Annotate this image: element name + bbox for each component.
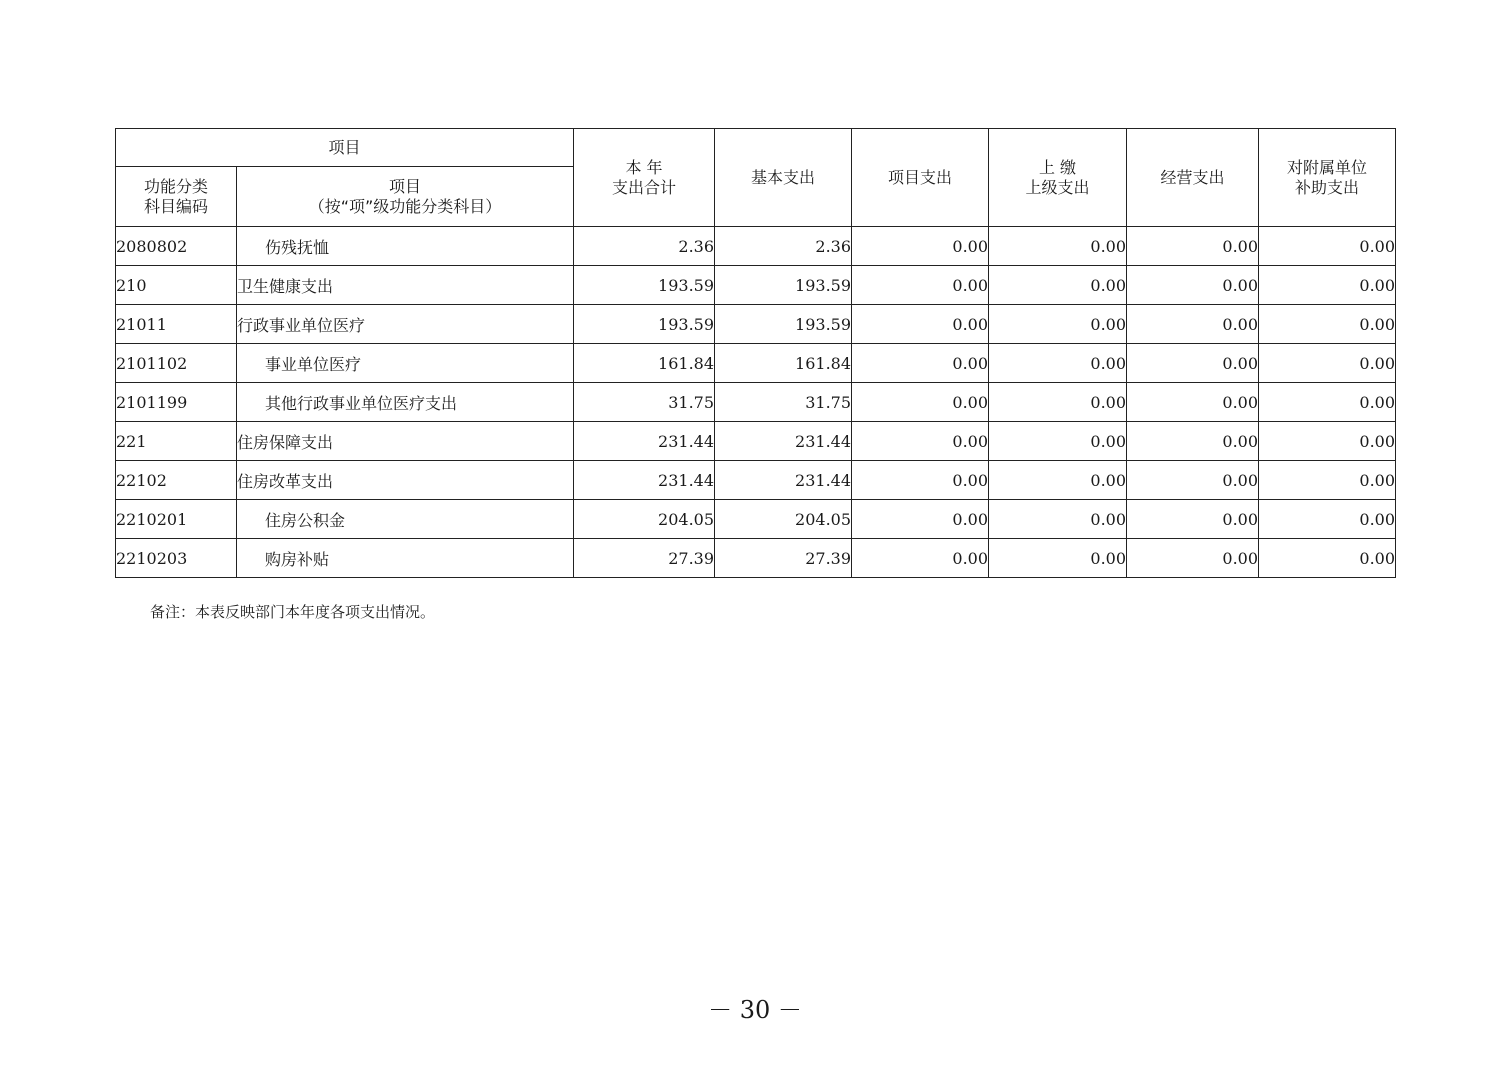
row-business: 0.00 — [1127, 266, 1259, 305]
row-name: 卫生健康支出 — [237, 266, 574, 305]
row-business: 0.00 — [1127, 383, 1259, 422]
header-basic: 基本支出 — [715, 129, 852, 227]
row-code: 2210203 — [116, 539, 237, 578]
row-remit: 0.00 — [989, 344, 1127, 383]
row-total: 27.39 — [574, 539, 715, 578]
row-subsidy: 0.00 — [1259, 500, 1396, 539]
row-code: 2101199 — [116, 383, 237, 422]
row-business: 0.00 — [1127, 500, 1259, 539]
row-business: 0.00 — [1127, 344, 1259, 383]
row-remit: 0.00 — [989, 461, 1127, 500]
row-remit: 0.00 — [989, 266, 1127, 305]
row-code: 2210201 — [116, 500, 237, 539]
table-row — [116, 305, 1396, 344]
row-project: 0.00 — [852, 383, 989, 422]
row-code: 221 — [116, 422, 237, 461]
row-name: 住房公积金 — [237, 500, 574, 539]
row-remit: 0.00 — [989, 422, 1127, 461]
row-total: 31.75 — [574, 383, 715, 422]
row-project: 0.00 — [852, 305, 989, 344]
row-basic: 27.39 — [715, 539, 852, 578]
table-row — [116, 227, 1396, 266]
header-remit-line-2: 上级支出 — [1025, 177, 1090, 197]
header-remit — [989, 129, 1127, 227]
row-basic: 231.44 — [715, 422, 852, 461]
row-project: 0.00 — [852, 227, 989, 266]
row-basic: 2.36 — [715, 227, 852, 266]
table-row — [116, 539, 1396, 578]
row-code: 21011 — [116, 305, 237, 344]
header-item-group: 项目 — [116, 129, 574, 167]
row-total: 231.44 — [574, 422, 715, 461]
row-total: 2.36 — [574, 227, 715, 266]
row-name: 其他行政事业单位医疗支出 — [237, 383, 574, 422]
header-project: 项目支出 — [852, 129, 989, 227]
row-total: 231.44 — [574, 461, 715, 500]
header-code — [116, 167, 237, 227]
row-remit: 0.00 — [989, 539, 1127, 578]
table-row — [116, 422, 1396, 461]
row-project: 0.00 — [852, 500, 989, 539]
table-row — [116, 266, 1396, 305]
row-code: 210 — [116, 266, 237, 305]
header-code-line-2: 科目编码 — [143, 196, 208, 216]
row-basic: 161.84 — [715, 344, 852, 383]
row-remit: 0.00 — [989, 305, 1127, 344]
row-subsidy: 0.00 — [1259, 227, 1396, 266]
row-subsidy: 0.00 — [1259, 422, 1396, 461]
table-row — [116, 344, 1396, 383]
row-subsidy: 0.00 — [1259, 539, 1396, 578]
row-business: 0.00 — [1127, 422, 1259, 461]
row-total: 161.84 — [574, 344, 715, 383]
row-remit: 0.00 — [989, 500, 1127, 539]
header-total — [574, 129, 715, 227]
row-code: 2101102 — [116, 344, 237, 383]
row-project: 0.00 — [852, 422, 989, 461]
header-remit-line-1: 上 缴 — [1038, 157, 1077, 177]
table-row — [116, 500, 1396, 539]
row-code: 2080802 — [116, 227, 237, 266]
header-item-line-1: 项目 — [389, 176, 422, 196]
expenditure-table — [115, 128, 1396, 578]
row-total: 204.05 — [574, 500, 715, 539]
row-name: 住房保障支出 — [237, 422, 574, 461]
row-name: 行政事业单位医疗 — [237, 305, 574, 344]
row-name: 伤残抚恤 — [237, 227, 574, 266]
row-business: 0.00 — [1127, 539, 1259, 578]
header-subsidy-line-2: 补助支出 — [1295, 177, 1360, 197]
row-total: 193.59 — [574, 266, 715, 305]
row-basic: 231.44 — [715, 461, 852, 500]
page-number: － 30 － — [708, 996, 802, 1024]
row-basic: 204.05 — [715, 500, 852, 539]
row-code: 22102 — [116, 461, 237, 500]
row-business: 0.00 — [1127, 305, 1259, 344]
header-item — [237, 167, 574, 227]
row-name: 事业单位医疗 — [237, 344, 574, 383]
row-project: 0.00 — [852, 539, 989, 578]
header-business: 经营支出 — [1127, 129, 1259, 227]
table-row — [116, 383, 1396, 422]
row-subsidy: 0.00 — [1259, 344, 1396, 383]
row-basic: 31.75 — [715, 383, 852, 422]
header-subsidy — [1259, 129, 1396, 227]
header-total-line-2: 支出合计 — [612, 177, 677, 197]
header-subsidy-line-1: 对附属单位 — [1287, 157, 1368, 177]
row-project: 0.00 — [852, 266, 989, 305]
header-total-line-1: 本 年 — [625, 157, 663, 177]
table-note: 备注：本表反映部门本年度各项支出情况。 — [150, 603, 436, 621]
row-name: 购房补贴 — [237, 539, 574, 578]
row-subsidy: 0.00 — [1259, 383, 1396, 422]
row-basic: 193.59 — [715, 305, 852, 344]
row-project: 0.00 — [852, 461, 989, 500]
row-subsidy: 0.00 — [1259, 461, 1396, 500]
row-business: 0.00 — [1127, 461, 1259, 500]
row-remit: 0.00 — [989, 227, 1127, 266]
row-subsidy: 0.00 — [1259, 305, 1396, 344]
row-basic: 193.59 — [715, 266, 852, 305]
row-remit: 0.00 — [989, 383, 1127, 422]
header-item-line-2: （按“项”级功能分类科目） — [308, 196, 502, 216]
row-subsidy: 0.00 — [1259, 266, 1396, 305]
row-business: 0.00 — [1127, 227, 1259, 266]
header-code-line-1: 功能分类 — [143, 176, 208, 196]
row-total: 193.59 — [574, 305, 715, 344]
row-project: 0.00 — [852, 344, 989, 383]
row-name: 住房改革支出 — [237, 461, 574, 500]
table-row — [116, 461, 1396, 500]
